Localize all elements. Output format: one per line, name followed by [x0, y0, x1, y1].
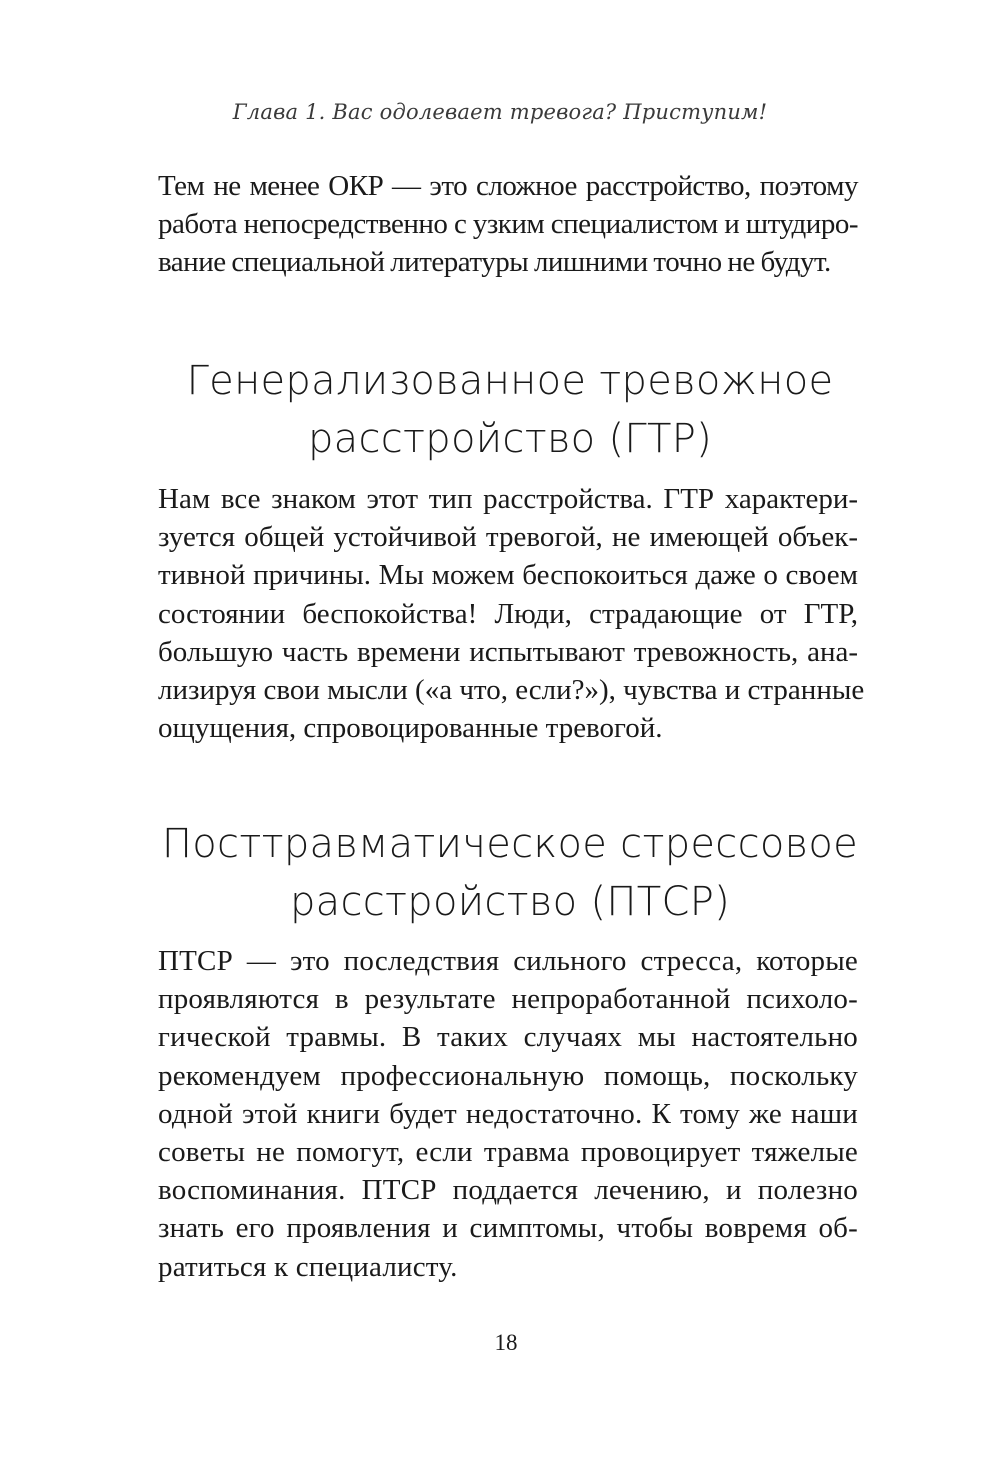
text-line: Тем не менее ОКР — это сложное расстройство, поэтому [158, 170, 858, 202]
paragraph-ptsr [158, 942, 858, 1286]
text-line: ратиться к специалисту. [158, 1250, 458, 1283]
text-line: ПТСР — это последствия сильного стресса, которые [158, 945, 858, 977]
text-line: одной этой книги будет недостаточно. К тому же наши [158, 1097, 858, 1130]
text-line: рекомендуем профессиональную помощь, поскольку [158, 1059, 858, 1092]
text-line: ощущения, спровоцированные тревогой. [158, 712, 663, 745]
text-line: тивной причины. Мы можем беспокоиться даже о своем [158, 559, 858, 592]
text-line: знать его проявления и симптомы, чтобы вовремя об- [158, 1212, 858, 1245]
text-line: вание специальной литературы лишними точно не будут. [158, 246, 831, 279]
paragraph-gtr [158, 480, 865, 747]
text-line: Нам все знаком этот тип расстройства. ГТР характери- [158, 483, 858, 515]
text-line: лизируя свои мысли («а что, если?»), чувства и странные [158, 674, 865, 707]
text-line: гической травмы. В таких случаях мы настоятельно [158, 1021, 858, 1054]
heading-line: расстройство (ПТСР) [289, 879, 731, 925]
text-line: воспоминания. ПТСР поддается лечению, и полезно [158, 1174, 858, 1207]
section-heading-gtr [100, 352, 920, 468]
paragraph-ocd-conclusion [158, 167, 858, 282]
section-heading-ptsr [100, 815, 920, 931]
heading-line: Генерализованное тревожное [186, 358, 834, 404]
text-line: работа непосредственно с узким специалистом и штудиро- [158, 208, 858, 241]
text-line: проявляются в результате непроработанной психоло- [158, 983, 858, 1016]
text-line: зуется общей устойчивой тревогой, не имеющей объек- [158, 521, 858, 554]
page-number: 18 [494, 1330, 518, 1355]
running-header: Глава 1. Вас одолевает тревога? Приступим! [232, 100, 768, 124]
text-line: советы не помогут, если травма провоцирует тяжелые [158, 1136, 858, 1169]
text-line: большую часть времени испытывают тревожность, ана- [158, 635, 858, 668]
heading-line: Посттравматическое стрессовое [161, 821, 859, 867]
text-line: состоянии беспокойства! Люди, страдающие от ГТР, [158, 597, 858, 630]
heading-line: расстройство (ГТР) [307, 416, 713, 462]
